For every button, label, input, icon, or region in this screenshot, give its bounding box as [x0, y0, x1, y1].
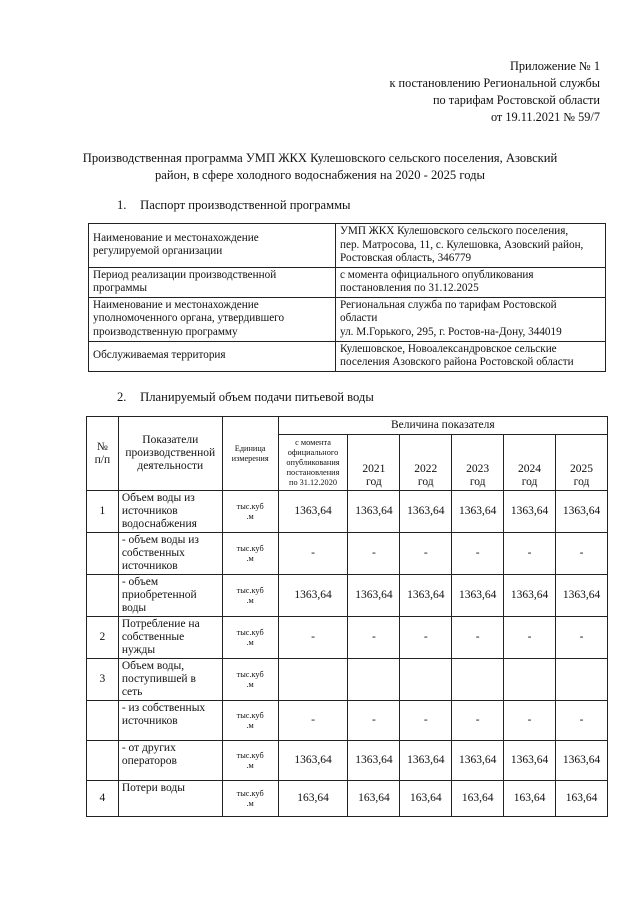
text-line: пер. Матросова, 11, с. Кулешовка, Азовский район, [340, 238, 584, 251]
text-line: операторов [121, 755, 177, 767]
text-line: № [96, 440, 108, 453]
row-value: 163,64 [348, 781, 400, 817]
text-line: п/п [94, 453, 111, 466]
row-unit [222, 533, 278, 575]
text-line: источников [121, 505, 178, 517]
text-line: тыс.куб [236, 750, 264, 760]
text-line: регулируемой организации [93, 245, 223, 258]
appendix-note [389, 58, 600, 126]
text-line: тыс.куб [236, 788, 264, 798]
text-line: .м [246, 553, 254, 563]
passport-label-cell [89, 224, 336, 268]
text-line: Наименование и местонахождение [93, 231, 259, 244]
row-unit [222, 741, 278, 781]
row-indicator [118, 491, 222, 533]
row-unit [222, 701, 278, 741]
row-value [278, 659, 348, 701]
passport-label-cell [89, 267, 336, 297]
passport-row [89, 267, 606, 297]
passport-value-cell [336, 297, 606, 341]
row-value: 1363,64 [278, 575, 348, 617]
row-value: 1363,64 [348, 741, 400, 781]
header-unit [222, 417, 278, 491]
text-line: приобретенной [121, 589, 197, 601]
text-line: .м [246, 679, 254, 689]
text-line: поступившей в [121, 673, 196, 685]
appendix-line: по тарифам Ростовской области [432, 93, 600, 107]
text-line: собственных [121, 547, 185, 559]
text-line: по 31.12.2020 [289, 477, 337, 487]
text-line: - из собственных [121, 702, 206, 714]
appendix-line: Приложение № 1 [509, 59, 600, 73]
passport-row [89, 341, 606, 371]
title-line: район, в сфере холодного водоснабжения на 2020 - 2025 годы [154, 168, 485, 182]
text-line: производственной [125, 447, 216, 459]
text-line: тыс.куб [236, 627, 264, 637]
text-line: ул. М.Горького, 295, г. Ростов-на-Дону, 344019 [340, 325, 562, 338]
table-body [87, 491, 608, 817]
row-value [556, 659, 608, 701]
water-volume-table [86, 416, 608, 817]
row-indicator [118, 533, 222, 575]
text-line: постановления [286, 467, 340, 477]
row-indicator [118, 617, 222, 659]
text-line: области [340, 312, 378, 324]
text-line: собственные [121, 631, 185, 643]
row-number [87, 575, 119, 617]
row-value: - [400, 533, 452, 575]
row-indicator [118, 659, 222, 701]
row-indicator [118, 701, 222, 741]
text-line: .м [246, 637, 254, 647]
row-value: 1363,64 [400, 575, 452, 617]
row-value: - [348, 617, 400, 659]
row-value: 1363,64 [400, 491, 452, 533]
row-unit [222, 617, 278, 659]
row-value: 1363,64 [556, 741, 608, 781]
text-line: Период реализации производственной [93, 268, 277, 281]
row-value [348, 659, 400, 701]
text-line: год [573, 476, 590, 488]
text-line: тыс.куб [236, 710, 264, 720]
row-value: - [452, 701, 504, 741]
row-unit [222, 781, 278, 817]
row-value: - [400, 617, 452, 659]
row-value: - [452, 617, 504, 659]
text-line: год [366, 476, 382, 488]
text-line: с момента официального опубликования [340, 268, 534, 281]
row-value: - [278, 617, 348, 659]
row-value [504, 659, 556, 701]
section-number: 1. [117, 198, 127, 212]
text-line: 2025 [570, 463, 593, 475]
header-year [348, 435, 400, 491]
header-year [504, 435, 556, 491]
text-line: с момента [295, 437, 331, 447]
text-line: тыс.куб [236, 585, 264, 595]
row-value: 1363,64 [556, 491, 608, 533]
text-line: источников [121, 715, 178, 727]
text-line: деятельности [137, 460, 204, 472]
row-number: 4 [87, 781, 119, 817]
row-value: 163,64 [504, 781, 556, 817]
header-year [452, 435, 504, 491]
appendix-line: к постановлению Региональной службы [389, 76, 600, 90]
row-value: 1363,64 [556, 575, 608, 617]
passport-value-cell [336, 341, 606, 371]
passport-label-cell [89, 341, 336, 371]
text-line: водоснабжения [121, 518, 197, 530]
text-line: - объем [121, 576, 159, 588]
text-line: - от других [121, 742, 176, 754]
row-value: 1363,64 [504, 491, 556, 533]
text-line: измерения [231, 453, 269, 463]
table-row [87, 491, 608, 533]
passport-label-cell [89, 297, 336, 341]
row-value: - [348, 701, 400, 741]
row-value: 1363,64 [504, 575, 556, 617]
row-value: - [400, 701, 452, 741]
header-num [87, 417, 119, 491]
text-line: тыс.куб [236, 669, 264, 679]
text-line: год [469, 476, 486, 488]
row-value: - [504, 533, 556, 575]
text-line: Кулешовское, Новоалександровское сельские [340, 342, 557, 355]
text-line: Потребление на [121, 618, 200, 630]
row-value: 1363,64 [348, 575, 400, 617]
passport-table [88, 223, 606, 372]
section-heading-passport [117, 198, 351, 213]
table-row [87, 659, 608, 701]
row-value: 163,64 [400, 781, 452, 817]
header-indicator [118, 417, 222, 491]
row-number [87, 533, 119, 575]
row-value: 1363,64 [278, 491, 348, 533]
text-line: Объем воды из [121, 492, 195, 504]
text-line: постановления по 31.12.2025 [340, 282, 479, 294]
text-line: Объем воды, [121, 660, 185, 672]
text-line: год [521, 476, 538, 488]
row-number: 3 [87, 659, 119, 701]
text-line: официального [287, 447, 339, 457]
row-value: 1363,64 [348, 491, 400, 533]
row-value [452, 659, 504, 701]
text-line: воды [121, 602, 147, 614]
text-line: Региональная служба по тарифам Ростовской [340, 298, 557, 311]
row-value: 1363,64 [278, 741, 348, 781]
row-value: 163,64 [556, 781, 608, 817]
text-line: тыс.куб [236, 543, 264, 553]
text-line: поселения Азовского района Ростовской области [340, 356, 574, 368]
document-title [60, 150, 580, 184]
text-line: .м [246, 511, 254, 521]
row-value: - [556, 701, 608, 741]
row-value: 1363,64 [400, 741, 452, 781]
text-line: программы [93, 282, 147, 294]
section-heading-volume [117, 390, 374, 405]
row-value: - [278, 533, 348, 575]
header-value-group: Величина показателя [278, 417, 607, 435]
table-row [87, 781, 608, 817]
text-line: Единица [234, 443, 266, 453]
title-line: Производственная программа УМП ЖКХ Кулешовского сельского поселения, Азовский [82, 151, 558, 165]
text-line: - объем воды из [121, 534, 199, 546]
row-unit [222, 659, 278, 701]
text-line: Показатели [142, 434, 199, 446]
row-indicator [118, 575, 222, 617]
table-row [87, 617, 608, 659]
row-value: 1363,64 [504, 741, 556, 781]
section-number: 2. [117, 390, 127, 404]
text-line: опубликования [286, 457, 340, 467]
row-indicator [118, 781, 222, 817]
text-line: .м [246, 720, 254, 730]
row-value: - [504, 701, 556, 741]
row-value: 163,64 [278, 781, 348, 817]
row-value: 163,64 [452, 781, 504, 817]
table-row [87, 533, 608, 575]
text-line: 2023 [466, 463, 490, 475]
text-line: нужды [121, 644, 156, 656]
row-value: - [556, 617, 608, 659]
passport-row [89, 297, 606, 341]
row-value: - [278, 701, 348, 741]
section-title: Планируемый объем подачи питьевой воды [140, 390, 374, 404]
text-line: сеть [121, 686, 143, 698]
text-line: .м [246, 798, 254, 808]
text-line: .м [246, 760, 254, 770]
row-unit [222, 491, 278, 533]
header-year [556, 435, 608, 491]
passport-row [89, 224, 606, 268]
table-row [87, 741, 608, 781]
table-row [87, 701, 608, 741]
header-row [87, 417, 608, 435]
text-line: источников [121, 560, 178, 572]
passport-value-cell [336, 267, 606, 297]
row-unit [222, 575, 278, 617]
text-line: 2022 [414, 463, 438, 475]
text-line: год [417, 476, 434, 488]
row-value: - [556, 533, 608, 575]
text-line: Ростовская область, 346779 [340, 252, 472, 264]
text-line: Обслуживаемая территория [93, 349, 226, 362]
row-value: - [504, 617, 556, 659]
passport-value-cell [336, 224, 606, 268]
appendix-line: от 19.11.2021 № 59/7 [490, 110, 600, 124]
row-value: - [452, 533, 504, 575]
row-number [87, 701, 119, 741]
row-number: 1 [87, 491, 119, 533]
row-value: 1363,64 [452, 575, 504, 617]
table-row [87, 575, 608, 617]
text-line: .м [246, 595, 254, 605]
header-period [278, 435, 348, 491]
text-line: тыс.куб [236, 501, 264, 511]
text-line: 2024 [518, 463, 542, 475]
row-indicator [118, 741, 222, 781]
text-line: 2021 [362, 463, 386, 475]
row-number [87, 741, 119, 781]
text-line: производственную программу [93, 325, 238, 338]
row-value: 1363,64 [452, 741, 504, 781]
text-line: УМП ЖКХ Кулешовского сельского поселения, [340, 225, 569, 237]
text-line: Наименование и местонахождение [93, 298, 259, 311]
section-title: Паспорт производственной программы [140, 198, 351, 212]
text-line: Потери воды [121, 782, 185, 794]
header-year [400, 435, 452, 491]
row-value: 1363,64 [452, 491, 504, 533]
row-value: - [348, 533, 400, 575]
row-value [400, 659, 452, 701]
row-number: 2 [87, 617, 119, 659]
text-line: уполномоченного органа, утвердившего [93, 312, 285, 324]
